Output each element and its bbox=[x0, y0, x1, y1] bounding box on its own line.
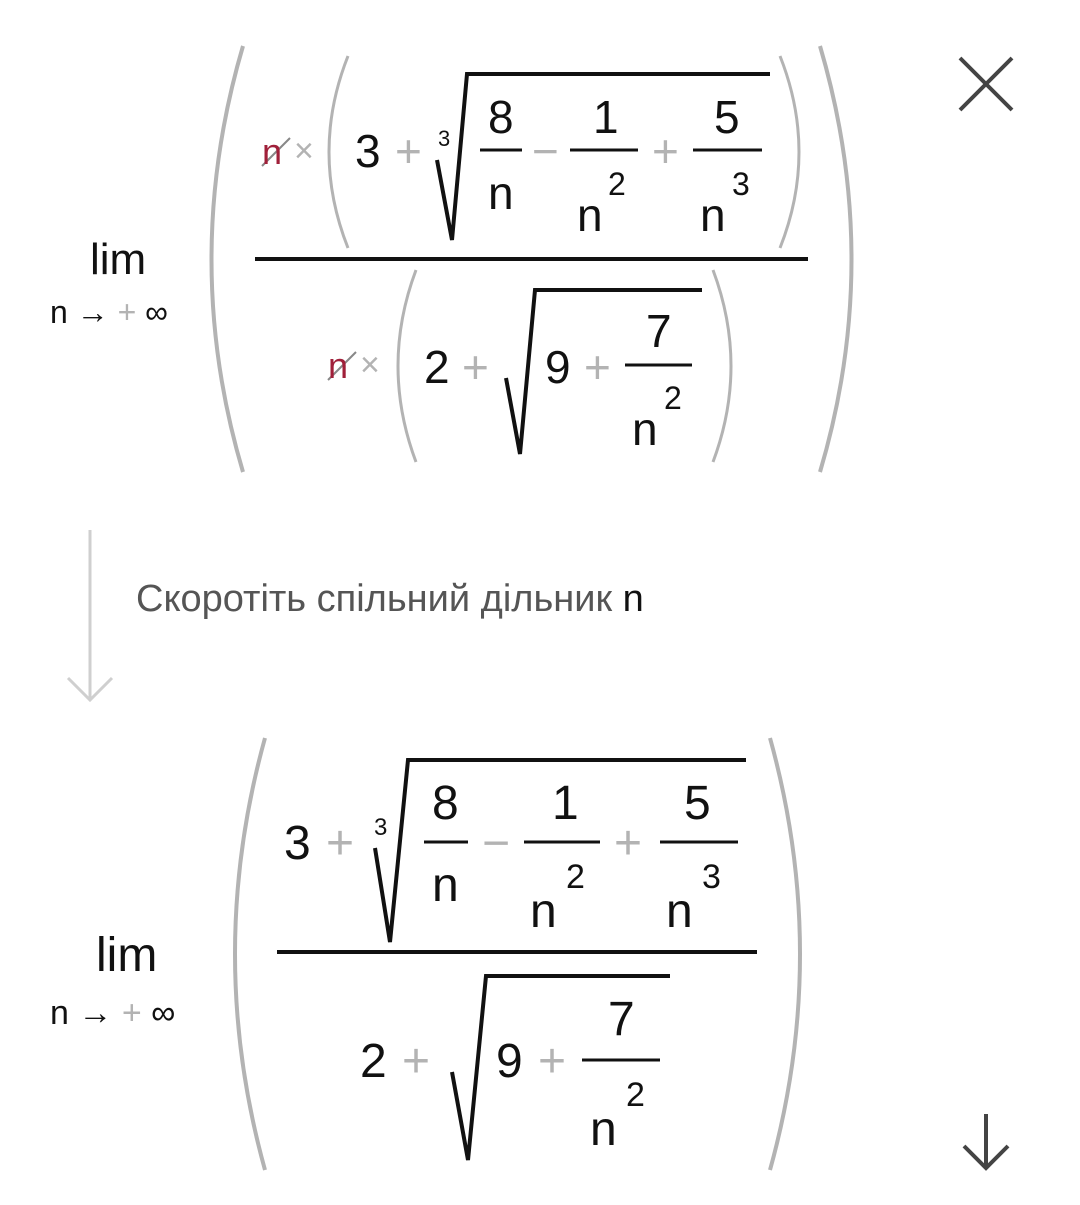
den-plus-4: + bbox=[538, 1035, 567, 1088]
frac1-num: 8 bbox=[488, 91, 514, 143]
frac4-den-2: n bbox=[590, 1103, 617, 1156]
lim-var: n bbox=[50, 294, 68, 330]
num-plus-2: + bbox=[326, 817, 355, 870]
frac2-den: n bbox=[577, 189, 603, 241]
frac4-exp-2: 2 bbox=[626, 1076, 645, 1114]
frac3-num: 5 bbox=[714, 91, 740, 143]
plus-sign-2b: + bbox=[614, 817, 643, 870]
minus-sign: − bbox=[532, 125, 559, 177]
frac3-den-2: n bbox=[666, 885, 693, 938]
cancel-factor-den: n bbox=[328, 345, 349, 386]
frac1-den: n bbox=[488, 167, 514, 219]
lim-infinity-2: ∞ bbox=[151, 994, 176, 1032]
frac2-num: 1 bbox=[593, 91, 619, 143]
scroll-down-button[interactable] bbox=[956, 1110, 1020, 1174]
den-plus-3: + bbox=[402, 1035, 431, 1088]
lim-arrow-2: → bbox=[78, 994, 113, 1032]
cancel-factor-num: n bbox=[262, 131, 283, 172]
outer-right-paren-2 bbox=[770, 738, 800, 1170]
root-index-2: 3 bbox=[374, 814, 388, 841]
lim-infinity: ∞ bbox=[145, 294, 168, 330]
arrow-down-icon bbox=[956, 1110, 1020, 1174]
lim-arrow: → bbox=[76, 294, 109, 330]
frac3-den: n bbox=[700, 189, 726, 241]
root-index: 3 bbox=[438, 126, 451, 151]
outer-left-paren-2 bbox=[235, 738, 265, 1170]
den-const-2: 2 bbox=[360, 1035, 387, 1088]
num-plus: + bbox=[395, 125, 422, 177]
frac2-den-2: n bbox=[530, 885, 557, 938]
frac3-exp-2: 3 bbox=[702, 858, 721, 896]
lim-plus-2: + bbox=[121, 994, 142, 1032]
lim-label-2: lim bbox=[96, 929, 158, 982]
frac2-exp: 2 bbox=[608, 166, 626, 202]
frac4-num-2: 7 bbox=[608, 993, 635, 1046]
lim-plus: + bbox=[117, 294, 137, 330]
times-num: × bbox=[294, 132, 314, 170]
hint-label: Скоротіть спільний дільник bbox=[136, 578, 613, 620]
frac3-exp: 3 bbox=[732, 166, 750, 202]
frac2-exp-2: 2 bbox=[566, 858, 585, 896]
den-plus-2: + bbox=[584, 341, 611, 393]
frac1-num-2: 8 bbox=[432, 777, 459, 830]
frac4-num: 7 bbox=[646, 305, 672, 357]
num-const: 3 bbox=[355, 125, 381, 177]
frac3-num-2: 5 bbox=[684, 777, 711, 830]
lim-var-2: n bbox=[50, 994, 69, 1032]
num-const-2: 3 bbox=[284, 817, 311, 870]
lim-label: lim bbox=[90, 235, 147, 284]
den-plus: + bbox=[462, 341, 489, 393]
den-const: 2 bbox=[424, 341, 450, 393]
times-den: × bbox=[360, 346, 380, 384]
hint-var: n bbox=[622, 578, 644, 620]
frac4-den: n bbox=[632, 403, 658, 455]
frac4-exp: 2 bbox=[664, 380, 682, 416]
den-radicand-const-2: 9 bbox=[496, 1035, 523, 1088]
den-radicand-const: 9 bbox=[545, 341, 571, 393]
frac2-num-2: 1 bbox=[552, 777, 579, 830]
plus-sign-2: + bbox=[652, 125, 679, 177]
frac1-den-2: n bbox=[432, 859, 459, 912]
minus-sign-2: − bbox=[482, 817, 511, 870]
